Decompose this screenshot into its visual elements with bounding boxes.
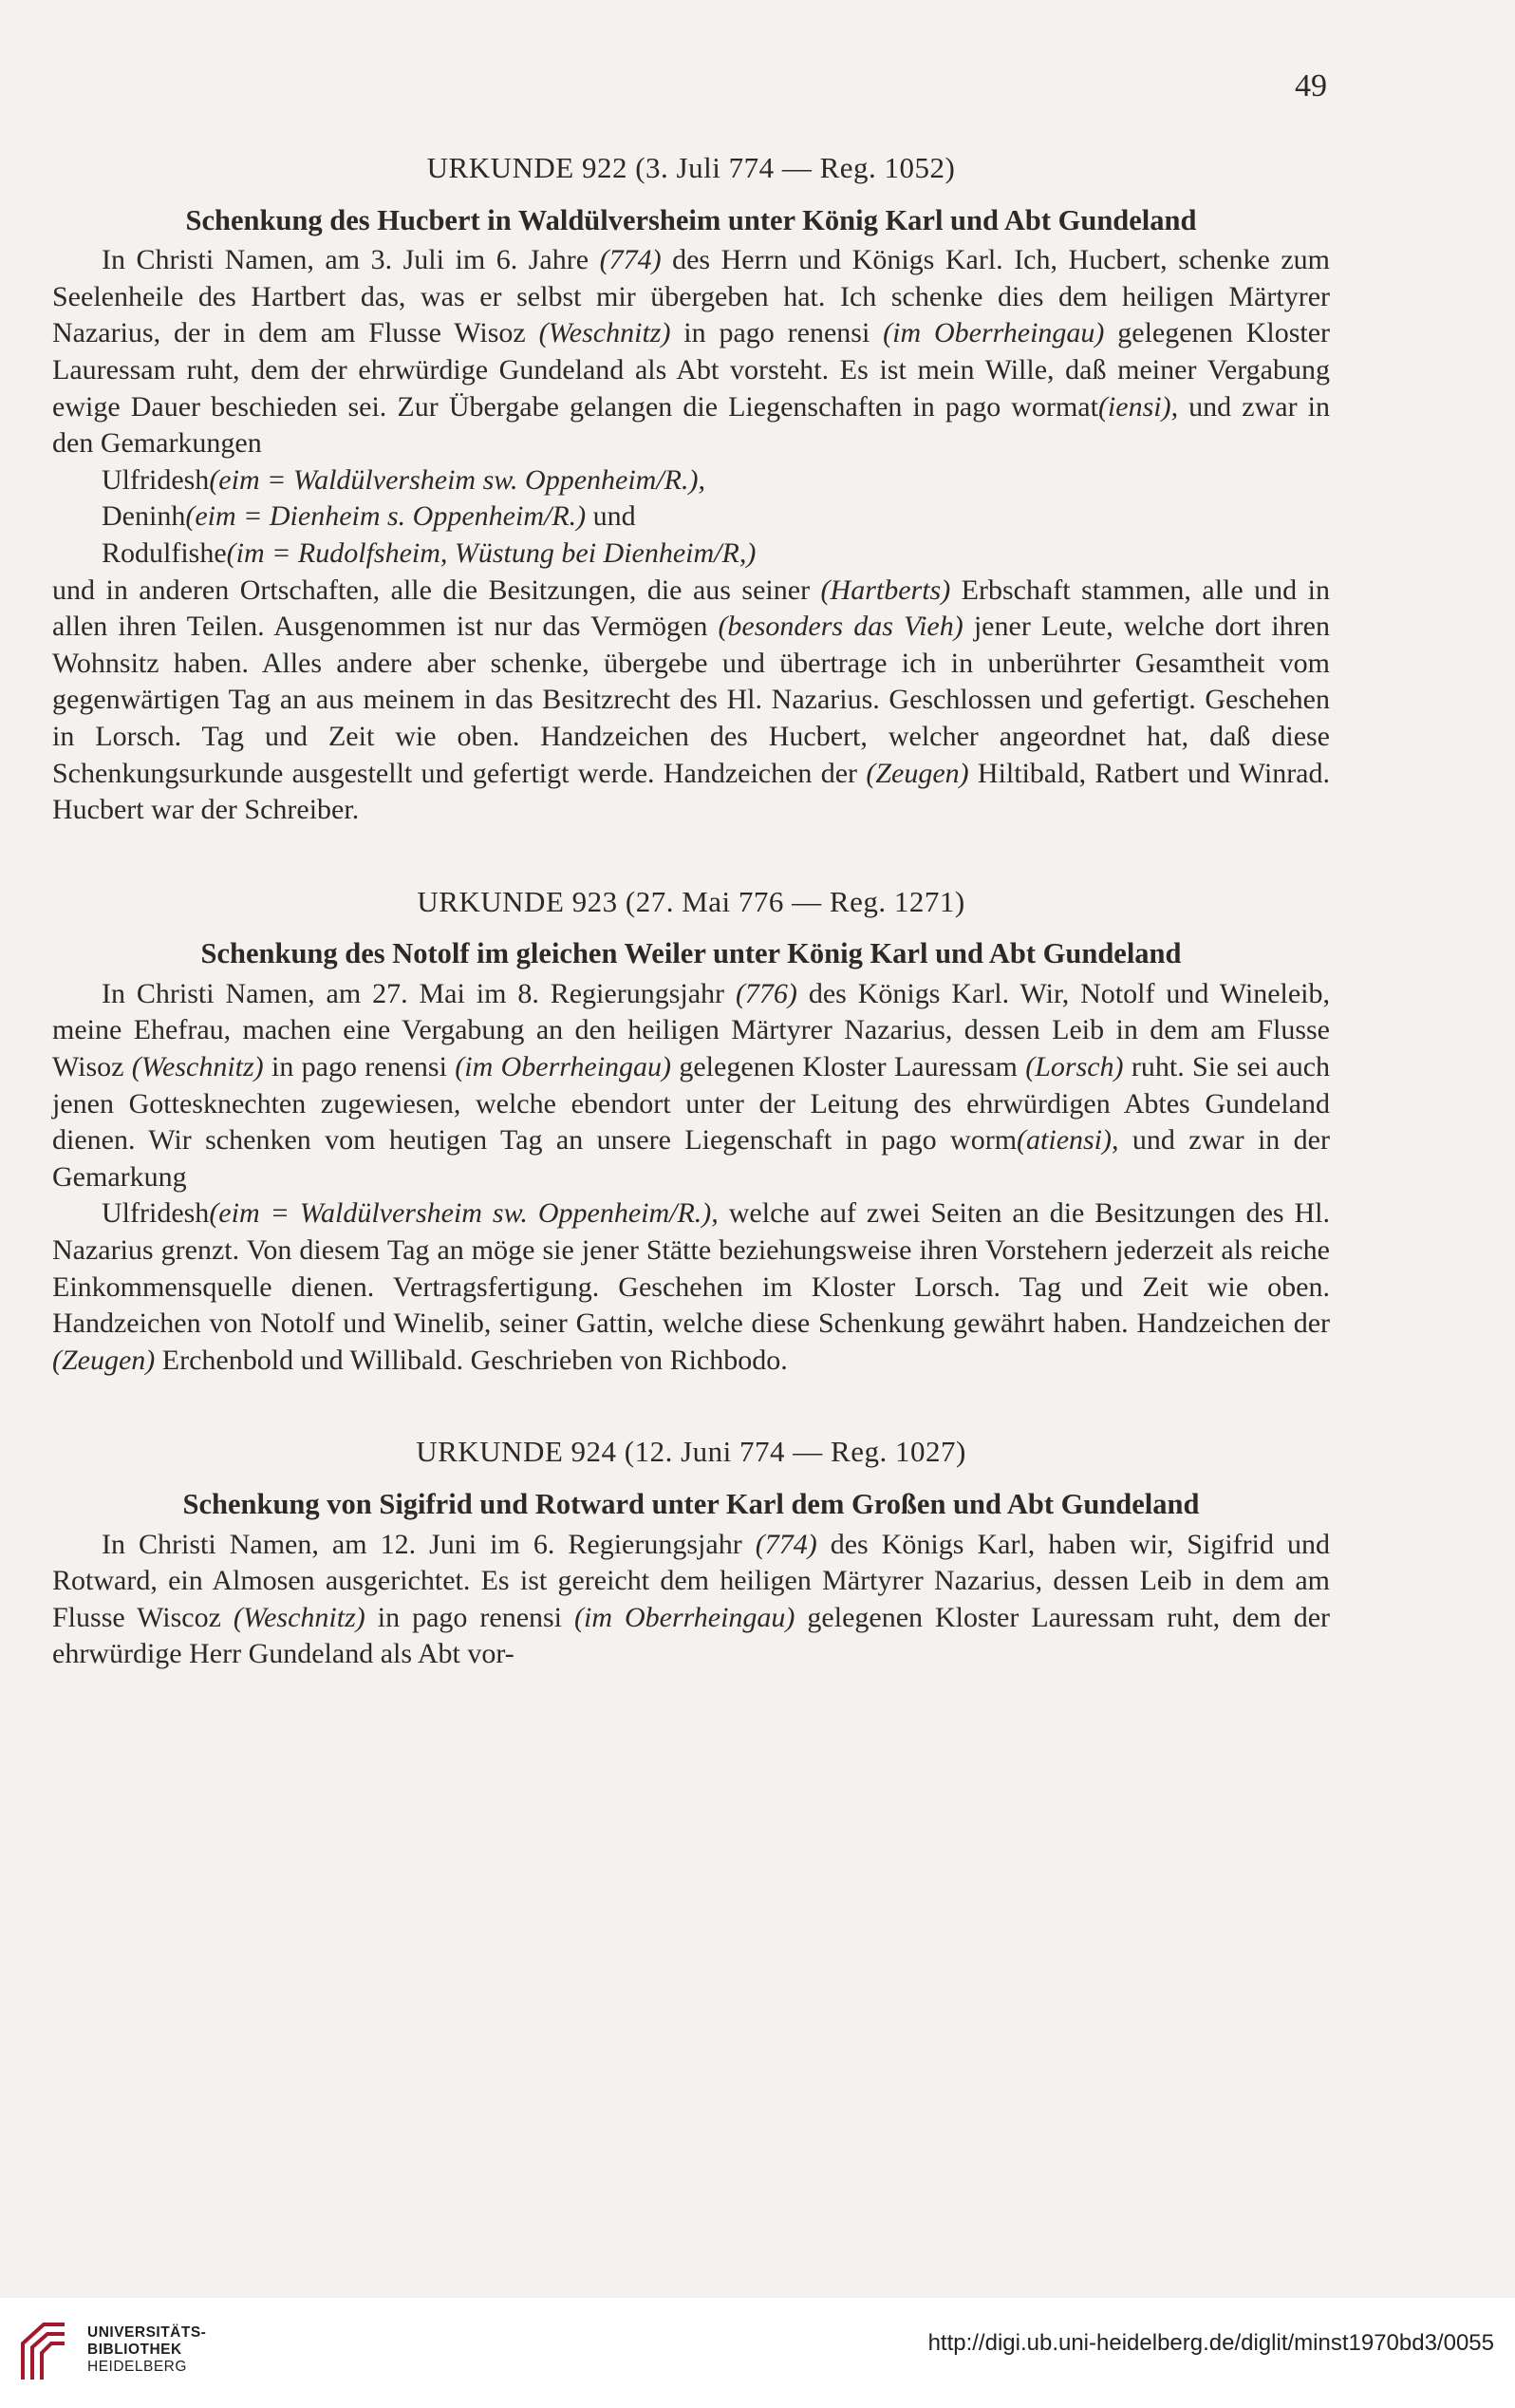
document-heading: URKUNDE 924 (12. Juni 774 — Reg. 1027) — [416, 1435, 966, 1469]
document-title: Schenkung des Hucbert in Waldülversheim unter König Karl und Abt Gundeland — [185, 203, 1197, 236]
document-section — [52, 884, 1330, 1380]
footer-bar — [0, 2298, 1515, 2408]
place-entry: Rodulfishe(im = Rudolfsheim, Wüstung bei Dienheim/R,) — [102, 536, 757, 569]
paragraph: In Christi Namen, am 12. Juni im 6. Regierungsjahr (774) des Königs Karl, haben wir, Sigifrid und Rotward, ein Almosen ausgerichtet. Es ist gereicht dem heiligen Märtyrer Nazarius, dessen Leib in dem am Flusse Wiscoz (Weschnitz) in pago renensi (im Oberrheingau) gelegenen Kloster Lauressam ruht, dem der ehrwürdige Herr Gundeland als Abt vor- — [52, 1528, 1331, 1670]
text-column — [52, 150, 1330, 1673]
paragraph: Ulfridesh(eim = Waldülversheim sw. Oppenheim/R.), welche auf zwei Seiten an die Besitzungen des Hl. Nazarius grenzt. Von diesem Tag an möge sie jener Stätte beziehungsweise ihren Vorstehern jederzeit als reiche Einkommensquelle dienen. Vertragsfertigung. Geschehen im Kloster Lorsch. Tag und Zeit wie oben. Handzeichen von Notolf und Winelib, seiner Gattin, welche diese Schenkung gewährt haben. Handzeichen der (Zeugen) Erchenbold und Willibald. Geschrieben von Richbodo. — [52, 1197, 1331, 1376]
document-title: Schenkung von Sigifrid und Rotward unter Karl dem Großen und Abt Gundeland — [182, 1488, 1200, 1520]
document-heading: URKUNDE 923 (27. Mai 776 — Reg. 1271) — [417, 884, 965, 918]
page-number: 49 — [1295, 68, 1327, 103]
paragraph: In Christi Namen, am 27. Mai im 8. Regierungsjahr (776) des Königs Karl. Wir, Notolf und Wineleib, meine Ehefrau, machen eine Vergabung an den heiligen Märtyrer Nazarius, dessen Leib in dem am Flusse Wisoz (Weschnitz) in pago renensi (im Oberrheingau) gelegenen Kloster Lauressam (Lorsch) ruht. Sie sei auch jenen Gottesknechten zugewiesen, welche ebendort unter der Leitung des ehrwürdigen Abtes Gundeland dienen. Wir schenken vom heutigen Tag an unsere Liegenschaft in pago worm(atiensi), und zwar in der Gemarkung — [52, 977, 1331, 1193]
place-entry: Ulfridesh(eim = Waldülversheim sw. Oppenheim/R.), — [102, 463, 705, 496]
paragraph: und in anderen Ortschaften, alle die Besitzungen, die aus seiner (Hartberts) Erbschaft stammen, alle und in allen ihren Teilen. Ausgenommen ist nur das Vermögen (besonders das Vieh) jener Leute, welche dort ihren Wohnsitz haben. Alles andere aber schenke, übergebe und übertrage ich in unberührter Gesamtheit vom gegenwärtigen Tag an aus meinem in das Besitzrecht des Hl. Nazarius. Geschlossen und gefertigt. Geschehen in Lorsch. Tag und Zeit wie oben. Handzeichen des Hucbert, welcher angeordnet hat, daß diese Schenkungsurkunde ausgestellt und gefertigt werde. Handzeichen der (Zeugen) Hiltibald, Ratbert und Winrad. Hucbert war der Schreiber. — [52, 574, 1330, 826]
library-logo-icon — [17, 2319, 74, 2383]
document-title: Schenkung des Notolf im gleichen Weiler unter König Karl und Abt Gundeland — [200, 937, 1182, 970]
library-name: UNIVERSITÄTS- BIBLIOTHEK HEIDELBERG — [87, 2324, 207, 2375]
place-entry: Deninh(eim = Dienheim s. Oppenheim/R.) und — [102, 500, 636, 533]
source-url-link[interactable]: http://digi.ub.uni-heidelberg.de/diglit/minst1970bd3/0055 — [927, 2330, 1494, 2356]
paragraph: In Christi Namen, am 3. Juli im 6. Jahre (774) des Herrn und Königs Karl. Ich, Hucbert, schenke zum Seelenheile des Hartbert das, was er selbst mir übergeben hat. Ich schenke dies dem heiligen Märtyrer Nazarius, der in dem am Flusse Wisoz (Weschnitz) in pago renensi (im Oberrheingau) gelegenen Kloster Lauressam ruht, dem der ehrwürdige Gundeland als Abt vorsteht. Es ist mein Wille, daß meiner Vergabung ewige Dauer beschieden sei. Zur Übergabe gelangen die Liegenschaften in pago wormat(iensi), und zwar in den Gemarkungen — [52, 244, 1331, 460]
document-heading: URKUNDE 922 (3. Juli 774 — Reg. 1052) — [426, 151, 956, 184]
document-section — [52, 150, 1330, 829]
document-section — [52, 1434, 1330, 1673]
